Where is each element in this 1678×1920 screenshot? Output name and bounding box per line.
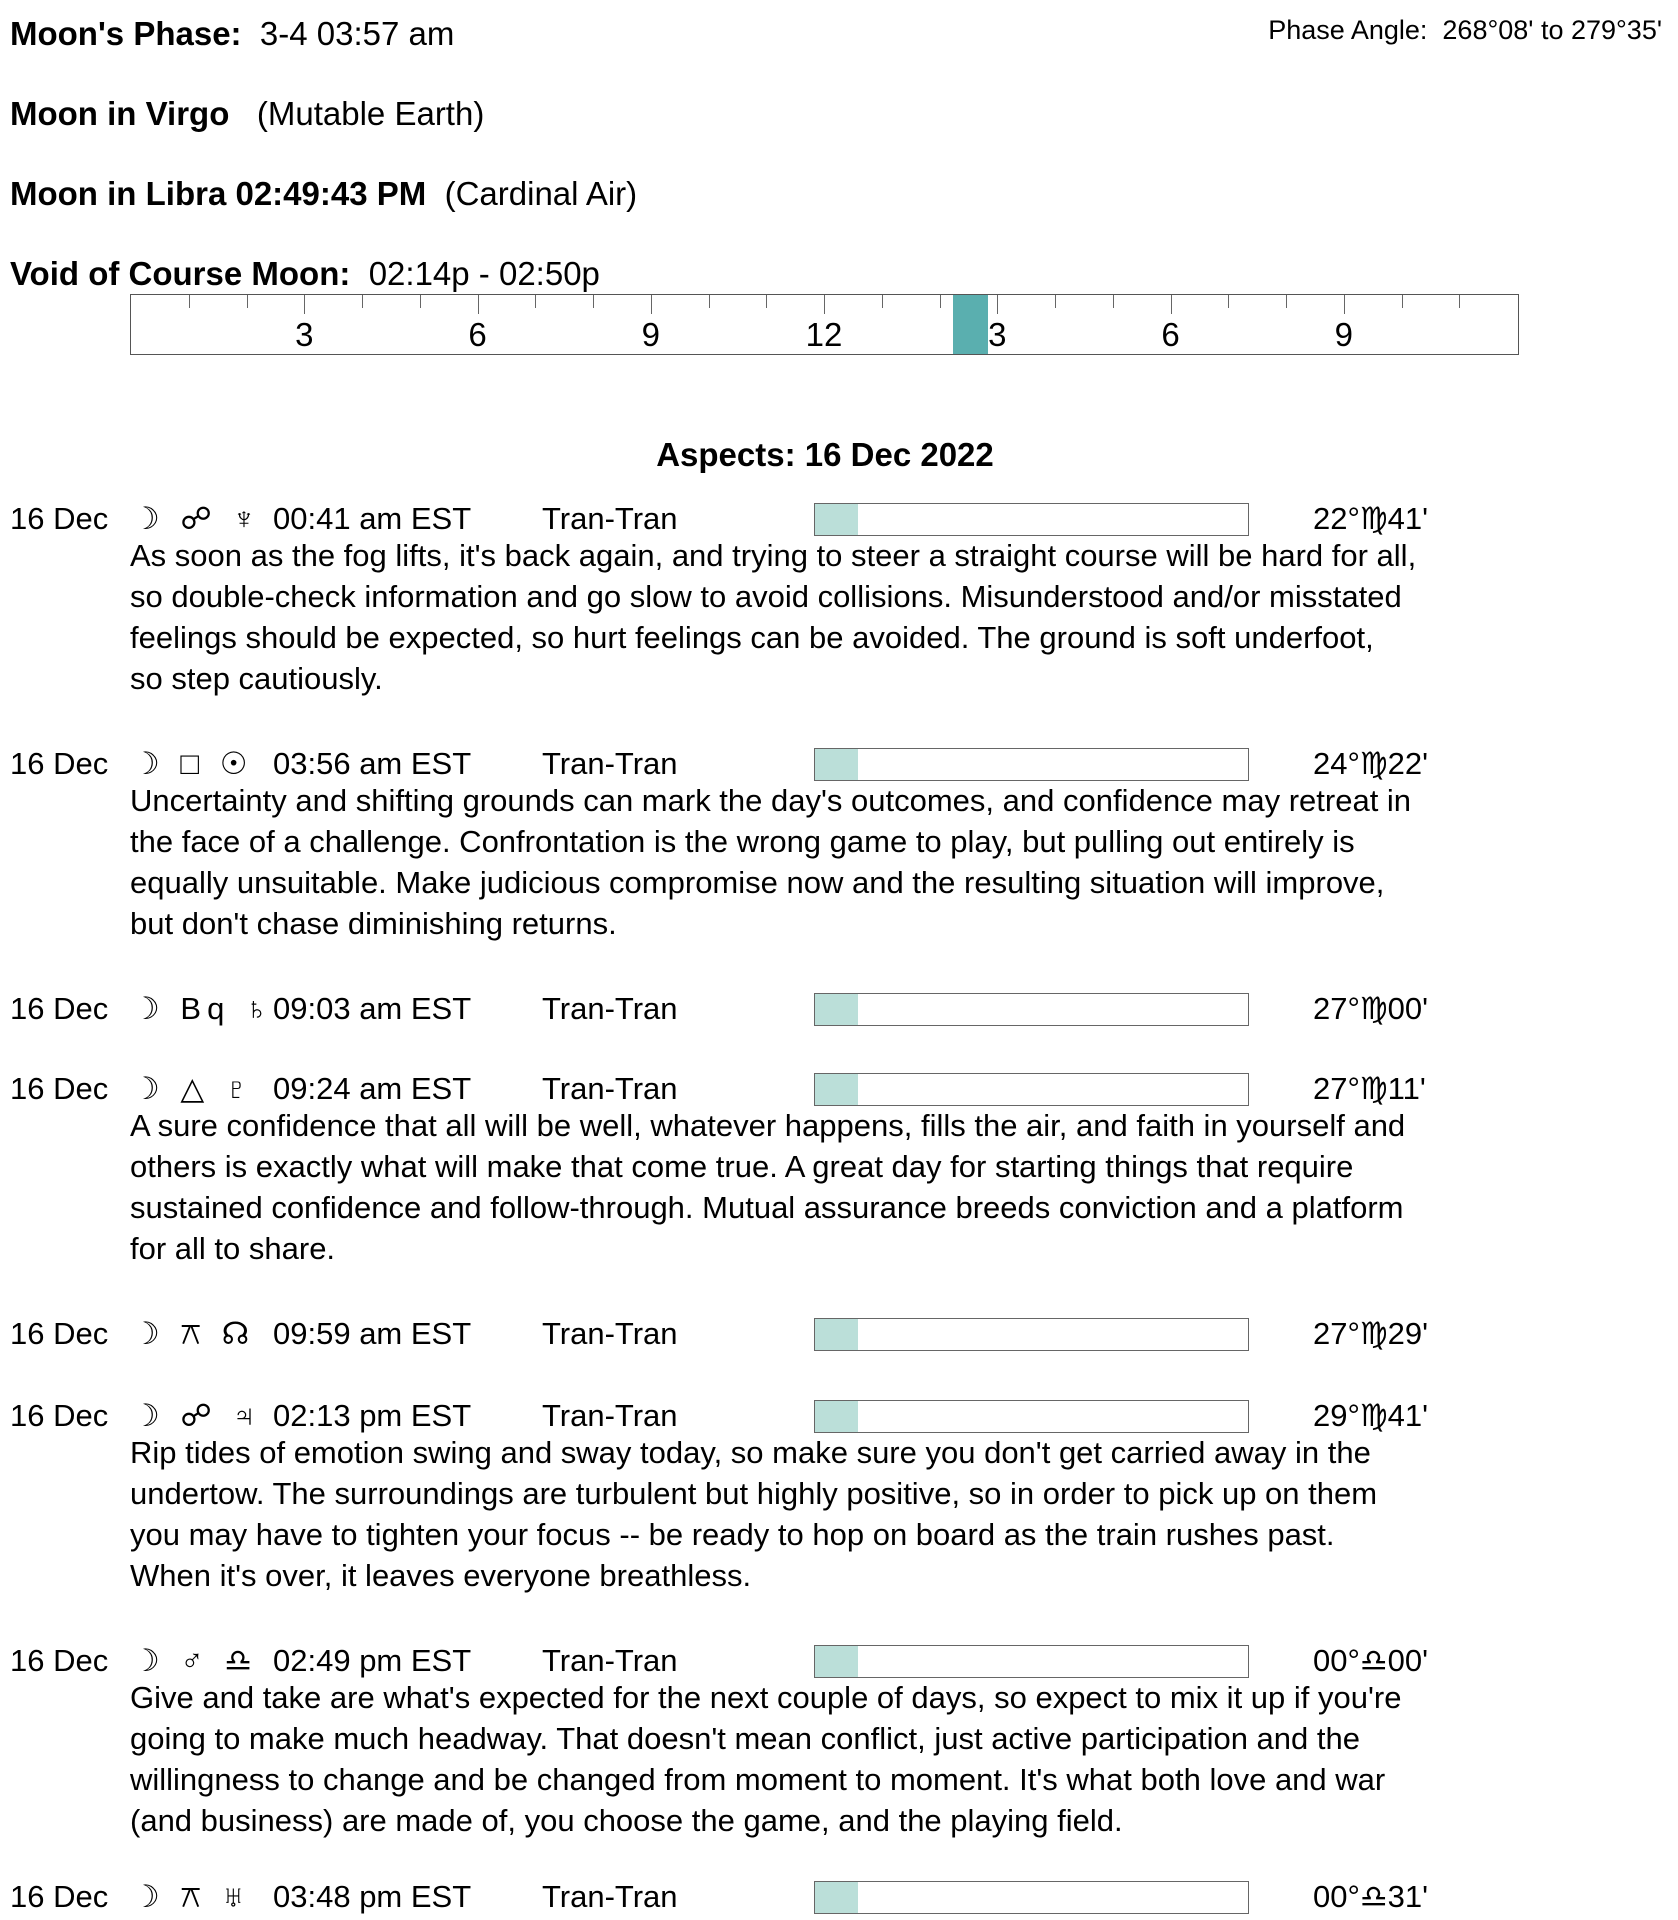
timeline-hour-label: 9 (641, 316, 660, 353)
aspect-strength-bar (814, 1073, 1249, 1106)
aspect-degree: 00°♎00' (1313, 1643, 1429, 1678)
timeline-tick (304, 295, 305, 314)
aspect-strength-bar (814, 1400, 1249, 1433)
aspect-date: 16 Dec (10, 1879, 109, 1914)
timeline-tick (1113, 295, 1114, 308)
aspect-interpretation (130, 1105, 1670, 1269)
timeline-tick (1171, 295, 1172, 314)
aspect-degree: 27°♍11' (1313, 1071, 1426, 1106)
aspect-date: 16 Dec (10, 746, 109, 781)
interpretation-line: Rip tides of emotion swing and sway today, so make sure you don't get carried away in the (130, 1435, 1371, 1470)
timeline-hour-label: 3 (295, 316, 314, 353)
moon-phase-line (10, 14, 454, 54)
timeline-tick (1228, 295, 1229, 308)
aspect-degree: 27°♍00' (1313, 991, 1429, 1026)
interpretation-line: As soon as the fog lifts, it's back again, and trying to steer a straight course will be hard for all, (130, 538, 1417, 573)
aspect-type: Tran-Tran (542, 746, 678, 781)
timeline-tick (940, 295, 941, 308)
aspect-strength-fill (815, 1646, 858, 1677)
interpretation-line: feelings should be expected, so hurt feelings can be avoided. The ground is soft underfoot, (130, 620, 1374, 655)
aspect-strength-fill (815, 994, 858, 1025)
interpretation-line: When it's over, it leaves everyone breathless. (130, 1558, 752, 1593)
aspect-strength-fill (815, 749, 858, 780)
moon-ingress-label: Moon in Libra 02:49:43 PM (10, 175, 427, 212)
timeline-tick (420, 295, 421, 308)
phase-angle-line (1268, 14, 1662, 46)
aspect-date: 16 Dec (10, 1643, 109, 1678)
aspect-type: Tran-Tran (542, 991, 678, 1026)
aspect-interpretation (130, 780, 1670, 944)
aspect-row (0, 1396, 1678, 1436)
void-of-course-line (10, 254, 600, 294)
aspect-strength-fill (815, 1882, 858, 1913)
aspect-row (0, 499, 1678, 539)
aspect-strength-bar (814, 1645, 1249, 1678)
aspect-strength-bar (814, 1318, 1249, 1351)
void-of-course-timeline (130, 294, 1519, 355)
interpretation-line: but don't chase diminishing returns. (130, 906, 617, 941)
aspect-interpretation (130, 1677, 1670, 1841)
aspect-glyphs-icon: ☽ ⚻ ♅ (132, 1879, 251, 1914)
aspect-row (0, 744, 1678, 784)
aspect-strength-fill (815, 1074, 858, 1105)
aspect-type: Tran-Tran (542, 1643, 678, 1678)
timeline-hour-label: 6 (468, 316, 487, 353)
interpretation-line: A sure confidence that all will be well, whatever happens, fills the air, and faith in yourself and (130, 1108, 1406, 1143)
aspect-date: 16 Dec (10, 1316, 109, 1351)
aspect-type: Tran-Tran (542, 501, 678, 536)
timeline-tick (247, 295, 248, 308)
aspect-time: 09:59 am EST (273, 1316, 472, 1351)
aspect-type: Tran-Tran (542, 1071, 678, 1106)
aspect-date: 16 Dec (10, 1071, 109, 1106)
interpretation-line: going to make much headway. That doesn't mean conflict, just active participation and the (130, 1721, 1360, 1756)
timeline-tick (478, 295, 479, 314)
interpretation-line: (and business) are made of, you choose the game, and the playing field. (130, 1803, 1123, 1838)
aspect-time: 09:24 am EST (273, 1071, 472, 1106)
aspect-strength-bar (814, 993, 1249, 1026)
interpretation-line: undertow. The surroundings are turbulent but highly positive, so in order to pick up on them (130, 1476, 1378, 1511)
interpretation-line: so double-check information and go slow to avoid collisions. Misunderstood and/or misstated (130, 579, 1402, 614)
aspect-date: 16 Dec (10, 1398, 109, 1433)
interpretation-line: so step cautiously. (130, 661, 383, 696)
timeline-tick (1055, 295, 1056, 308)
interpretation-line: Uncertainty and shifting grounds can mark the day's outcomes, and confidence may retreat in (130, 783, 1412, 818)
aspect-interpretation (130, 1432, 1670, 1596)
phase-angle-label: Phase Angle: (1268, 15, 1428, 45)
aspect-glyphs-icon: ☽ ⚻ ☊ (132, 1316, 256, 1351)
phase-angle-value: 268°08' to 279°35' (1442, 15, 1662, 45)
timeline-tick (824, 295, 825, 314)
moon-sign-quality: (Mutable Earth) (256, 95, 485, 132)
aspect-type: Tran-Tran (542, 1398, 678, 1433)
void-of-course-value: 02:14p - 02:50p (368, 255, 600, 292)
timeline-tick (1402, 295, 1403, 308)
moon-ingress-line (10, 174, 637, 214)
interpretation-line: for all to share. (130, 1231, 336, 1266)
aspect-degree: 29°♍41' (1313, 1398, 1429, 1433)
aspect-row (0, 1314, 1678, 1354)
timeline-tick (766, 295, 767, 308)
aspect-date: 16 Dec (10, 501, 109, 536)
aspect-date: 16 Dec (10, 991, 109, 1026)
interpretation-line: willingness to change and be changed from moment to moment. It's what both love and war (130, 1762, 1386, 1797)
aspect-strength-fill (815, 504, 858, 535)
timeline-tick (709, 295, 710, 308)
aspect-strength-fill (815, 1401, 858, 1432)
aspect-type: Tran-Tran (542, 1879, 678, 1914)
interpretation-line: sustained confidence and follow-through. Mutual assurance breeds conviction and a platform (130, 1190, 1404, 1225)
aspect-interpretation (130, 535, 1670, 699)
timeline-tick (997, 295, 998, 314)
aspect-degree: 24°♍22' (1313, 746, 1429, 781)
timeline-tick (189, 295, 190, 308)
aspect-strength-fill (815, 1319, 858, 1350)
timeline-tick (882, 295, 883, 308)
timeline-tick (362, 295, 363, 308)
aspect-glyphs-icon: ☽ ☍ ♆ (132, 501, 262, 536)
aspect-glyphs-icon: ☽ ☍ ♃ (132, 1398, 262, 1433)
interpretation-line: others is exactly what will make that come true. A great day for starting things that require (130, 1149, 1354, 1184)
timeline-hour-label: 3 (988, 316, 1007, 353)
aspect-row (0, 989, 1678, 1029)
timeline-tick (1459, 295, 1460, 308)
aspect-degree: 22°♍41' (1313, 501, 1429, 536)
aspect-time: 03:48 pm EST (273, 1879, 472, 1914)
aspect-degree: 27°♍29' (1313, 1316, 1429, 1351)
aspect-time: 03:56 am EST (273, 746, 472, 781)
aspect-strength-bar (814, 1881, 1249, 1914)
moon-sign-label: Moon in Virgo (10, 95, 230, 132)
interpretation-line: you may have to tighten your focus -- be ready to hop on board as the train rushes past. (130, 1517, 1335, 1552)
aspect-glyphs-icon: ☽ △ ♇ (132, 1071, 255, 1106)
aspects-title: Aspects: 16 Dec 2022 (656, 436, 994, 473)
aspect-time: 02:49 pm EST (273, 1643, 472, 1678)
moon-phase-label: Moon's Phase: (10, 15, 242, 52)
aspect-strength-bar (814, 748, 1249, 781)
void-of-course-highlight (953, 295, 988, 354)
timeline-hour-label: 6 (1161, 316, 1180, 353)
aspect-time: 09:03 am EST (273, 991, 472, 1026)
interpretation-line: Give and take are what's expected for the next couple of days, so expect to mix it up if you're (130, 1680, 1402, 1715)
interpretation-line: the face of a challenge. Confrontation is the wrong game to play, but pulling out entirely is (130, 824, 1355, 859)
moon-sign-line (10, 94, 484, 134)
interpretation-line: equally unsuitable. Make judicious compromise now and the resulting situation will improve, (130, 865, 1385, 900)
timeline-tick (1344, 295, 1345, 314)
aspect-time: 02:13 pm EST (273, 1398, 472, 1433)
aspect-strength-bar (814, 503, 1249, 536)
aspect-glyphs-icon: ☽ ♂ ♎ (132, 1643, 259, 1678)
aspect-degree: 00°♎31' (1313, 1879, 1429, 1914)
aspect-row (0, 1641, 1678, 1681)
timeline-hour-label: 12 (805, 316, 843, 353)
timeline-tick (1286, 295, 1287, 308)
timeline-hour-label: 9 (1334, 316, 1353, 353)
aspect-glyphs-icon: ☽ □ ☉ (132, 746, 254, 781)
void-of-course-label: Void of Course Moon: (10, 255, 351, 292)
moon-ingress-quality: (Cardinal Air) (444, 175, 638, 212)
aspect-type: Tran-Tran (542, 1316, 678, 1351)
aspect-time: 00:41 am EST (273, 501, 472, 536)
moon-phase-value: 3-4 03:57 am (259, 15, 455, 52)
timeline-tick (651, 295, 652, 314)
aspect-row (0, 1069, 1678, 1109)
timeline-tick (535, 295, 536, 308)
timeline-tick (593, 295, 594, 308)
aspect-row (0, 1877, 1678, 1917)
aspect-glyphs-icon: ☽ Bq ♄ (132, 991, 275, 1026)
